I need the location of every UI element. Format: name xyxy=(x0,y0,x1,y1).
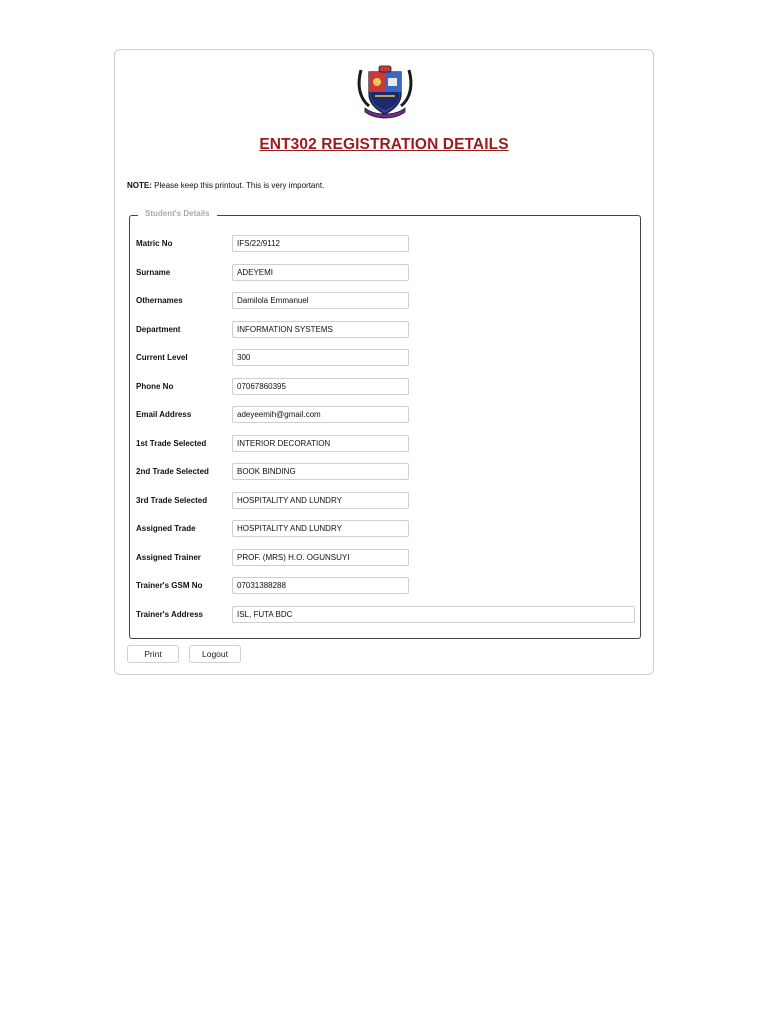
row-current-level xyxy=(130,349,640,367)
fieldset-legend: Student's Details xyxy=(138,209,217,218)
university-crest-icon xyxy=(355,62,415,120)
registration-card xyxy=(114,49,654,675)
label-email-address: Email Address xyxy=(136,410,192,419)
note-text xyxy=(127,181,324,190)
row-assigned-trade xyxy=(130,520,640,538)
label-matric-no: Matric No xyxy=(136,239,173,248)
label-trainer-address: Trainer's Address xyxy=(136,610,203,619)
email-address-field[interactable]: adeyeemih@gmail.com xyxy=(232,406,409,423)
label-assigned-trade: Assigned Trade xyxy=(136,524,196,533)
label-trainer-gsm: Trainer's GSM No xyxy=(136,581,203,590)
assigned-trainer-field[interactable]: PROF. (MRS) H.O. OGUNSUYI xyxy=(232,549,409,566)
row-first-trade xyxy=(130,435,640,453)
second-trade-field[interactable]: BOOK BINDING xyxy=(232,463,409,480)
current-level-field[interactable]: 300 xyxy=(232,349,409,366)
page-title: ENT302 REGISTRATION DETAILS xyxy=(259,136,509,153)
phone-no-field[interactable]: 07067860395 xyxy=(232,378,409,395)
matric-no-field[interactable]: IFS/22/9112 xyxy=(232,235,409,252)
label-othernames: Othernames xyxy=(136,296,183,305)
row-phone-no xyxy=(130,378,640,396)
label-first-trade: 1st Trade Selected xyxy=(136,439,207,448)
third-trade-field[interactable]: HOSPITALITY AND LUNDRY xyxy=(232,492,409,509)
assigned-trade-field[interactable]: HOSPITALITY AND LUNDRY xyxy=(232,520,409,537)
surname-field[interactable]: ADEYEMI xyxy=(232,264,409,281)
row-assigned-trainer xyxy=(130,549,640,567)
row-email-address xyxy=(130,406,640,424)
note-message: Please keep this printout. This is very important. xyxy=(154,181,325,190)
first-trade-field[interactable]: INTERIOR DECORATION xyxy=(232,435,409,452)
label-current-level: Current Level xyxy=(136,353,188,362)
note-label: NOTE: xyxy=(127,181,152,190)
row-othernames xyxy=(130,292,640,310)
logout-button[interactable]: Logout xyxy=(189,645,241,663)
label-phone-no: Phone No xyxy=(136,382,174,391)
row-matric-no xyxy=(130,235,640,253)
label-surname: Surname xyxy=(136,268,171,277)
students-details-fieldset xyxy=(129,209,641,639)
label-second-trade: 2nd Trade Selected xyxy=(136,467,209,476)
trainer-gsm-field[interactable]: 07031388288 xyxy=(232,577,409,594)
row-third-trade xyxy=(130,492,640,510)
label-department: Department xyxy=(136,325,181,334)
trainer-address-field[interactable]: ISL, FUTA BDC xyxy=(232,606,635,623)
print-button[interactable]: Print xyxy=(127,645,179,663)
row-trainer-gsm xyxy=(130,577,640,595)
row-surname xyxy=(130,264,640,282)
label-third-trade: 3rd Trade Selected xyxy=(136,496,208,505)
department-field[interactable]: INFORMATION SYSTEMS xyxy=(232,321,409,338)
row-department xyxy=(130,321,640,339)
label-assigned-trainer: Assigned Trainer xyxy=(136,553,201,562)
othernames-field[interactable]: Damilola Emmanuel xyxy=(232,292,409,309)
row-second-trade xyxy=(130,463,640,481)
row-trainer-address xyxy=(130,606,640,624)
